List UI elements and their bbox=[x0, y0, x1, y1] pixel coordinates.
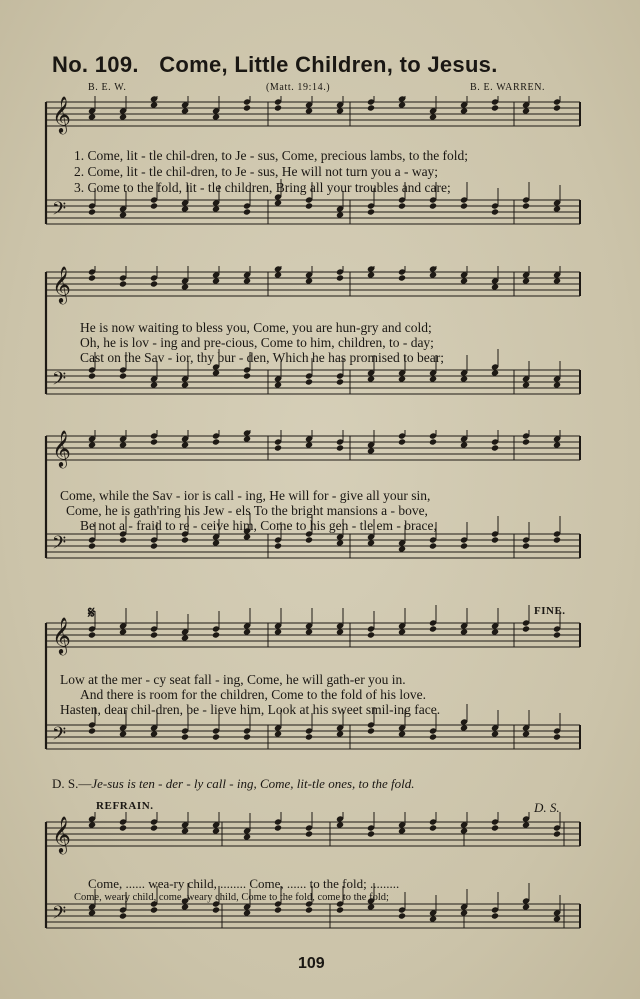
refrain-lyric-upper: Come, ...... wea-ry child, ........ Come, ...... to the fold; ......... bbox=[88, 876, 400, 891]
lyric-line-1: Come, while the Sav - ior is call - ing, He will for - give all your sin, bbox=[60, 488, 431, 503]
bass-clef-icon: 𝄢 bbox=[52, 724, 67, 749]
bass-clef-icon: 𝄢 bbox=[52, 369, 67, 394]
lyric-line-1: Low at the mer - cy seat fall - ing, Come, he will gath-er you in. bbox=[60, 672, 406, 687]
segno-icon: 𝄋 bbox=[88, 605, 96, 622]
treble-clef-icon: 𝄞 bbox=[52, 616, 71, 654]
treble-clef-icon: 𝄞 bbox=[52, 430, 71, 467]
treble-staff bbox=[46, 605, 580, 647]
music-system-3 bbox=[44, 430, 584, 580]
ds-text: Je-sus is ten - der - ly call - ing, Come, lit-tle ones, to the fold. bbox=[91, 776, 415, 791]
music-system-2 bbox=[44, 266, 584, 416]
treble-staff bbox=[46, 430, 580, 460]
refrain-label: REFRAIN. bbox=[96, 800, 154, 812]
lyric-line-3: Hasten, dear chil-dren, be - lieve him, Look at his sweet smil-ing face. bbox=[60, 702, 441, 717]
lyric-line-2: 2. Come, lit - tle chil-dren, to Je - sus, He will not turn you a - way; bbox=[74, 164, 439, 179]
lyric-line-2: Oh, he is lov - ing and pre-cious, Come to him, children, to - day; bbox=[80, 335, 434, 350]
treble-clef-icon: 𝄞 bbox=[52, 266, 71, 303]
page-number: 109 bbox=[298, 955, 325, 972]
music-system-1 bbox=[44, 96, 584, 246]
treble-clef-icon: 𝄞 bbox=[52, 96, 71, 133]
treble-clef-icon: 𝄞 bbox=[52, 815, 71, 853]
hymn-title: Come, Little Children, to Jesus. bbox=[159, 52, 498, 77]
lyric-line-2: Come, he is gath'ring his Jew - els To the bright mansions a - bove, bbox=[66, 503, 428, 518]
lyric-line-3: Be not a - fraid to re - ceive him, Come to his gen - tle em - brace, bbox=[80, 518, 437, 533]
lyric-line-3: 3. Come to the fold, lit - tle children, Bring all your troubles and care; bbox=[74, 180, 451, 195]
treble-staff bbox=[46, 96, 580, 126]
words-credit: B. E. W. bbox=[88, 82, 127, 93]
bass-clef-icon: 𝄢 bbox=[52, 533, 67, 558]
refrain-lyric-lower: Come, weary child, come, weary child, Come to the fold, come to the fold; bbox=[74, 892, 389, 903]
lyric-line-3: Cast on the Sav - ior, thy bur - den, Which he has promised to bear; bbox=[80, 350, 445, 365]
dal-segno-line bbox=[52, 776, 415, 792]
scripture-reference: (Matt. 19:14.) bbox=[266, 82, 331, 93]
music-credit: B. E. WARREN. bbox=[470, 82, 546, 93]
music-system-refrain bbox=[44, 812, 584, 952]
bass-clef-icon: 𝄢 bbox=[52, 903, 67, 928]
bass-clef-icon: 𝄢 bbox=[52, 199, 67, 224]
lyric-line-1: 1. Come, lit - tle chil-dren, to Je - sus, Come, precious lambs, to the fold; bbox=[74, 148, 469, 163]
hymn-title-row bbox=[52, 52, 592, 78]
hymn-number: No. 109. bbox=[52, 52, 139, 77]
treble-staff bbox=[46, 266, 580, 296]
fine-marker: FINE. bbox=[534, 605, 566, 617]
lyric-line-2: And there is room for the children, Come to the fold of his love. bbox=[80, 687, 427, 702]
music-system-4 bbox=[44, 605, 584, 775]
lyric-line-1: He is now waiting to bless you, Come, you are hun-gry and cold; bbox=[80, 320, 432, 335]
ds-prefix: D. S.— bbox=[52, 776, 92, 791]
treble-staff bbox=[46, 812, 580, 846]
refrain-ds-label: D. S. bbox=[534, 800, 560, 815]
